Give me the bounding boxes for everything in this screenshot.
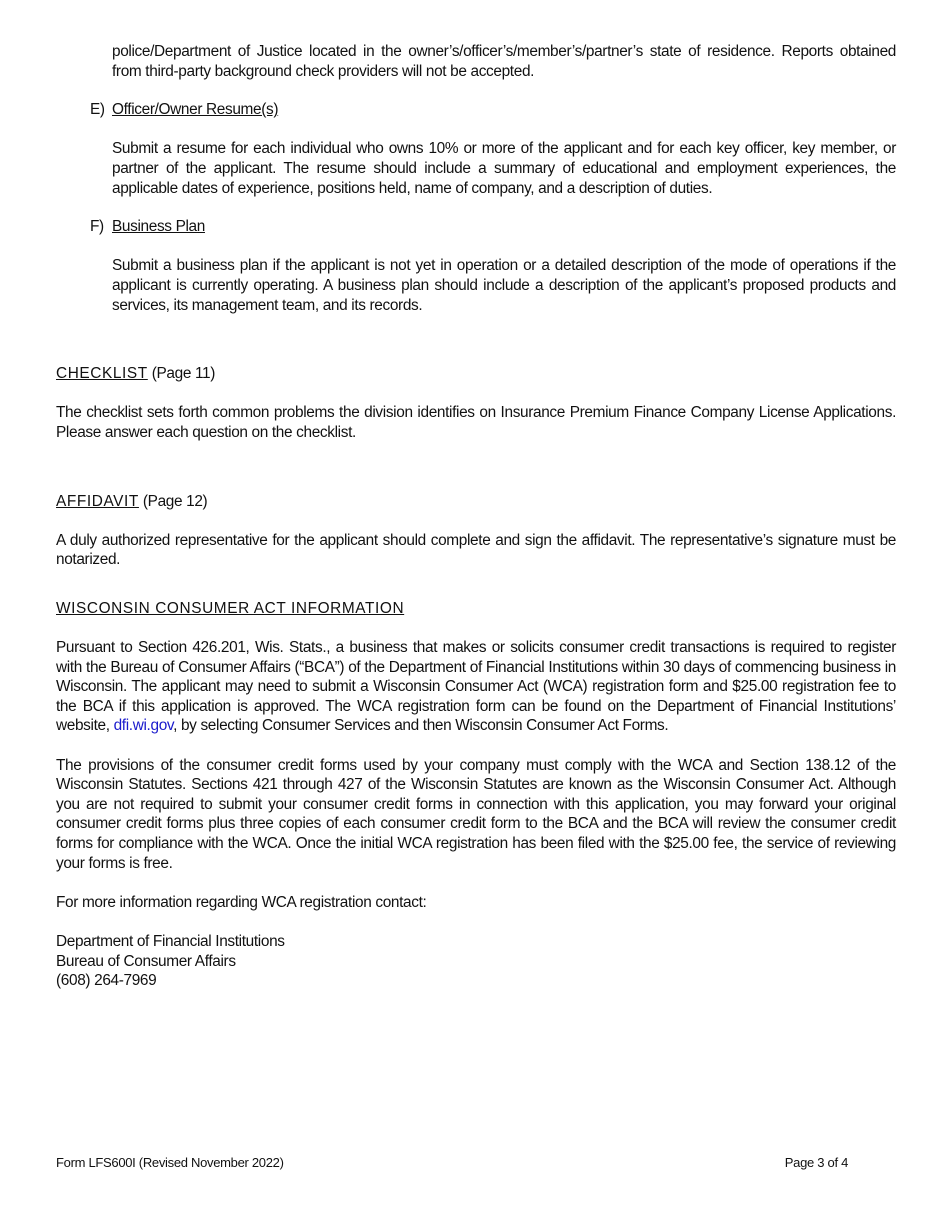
section-e-body: Submit a resume for each individual who owns 10% or more of the applicant and for each key officer, key member, or partner of the applicant. The resume should include a summary of educational and employment experiences, the applicable dates of experience, positions held, name of company, and a description of duties.: [112, 140, 896, 197]
section-e-letter: E): [90, 101, 105, 119]
contact-line-phone: (608) 264-7969: [56, 972, 157, 990]
dfi-website-link[interactable]: dfi.wi.gov: [113, 717, 174, 735]
section-e-title: Officer/Owner Resume(s): [112, 101, 279, 119]
wca-paragraph-1-tail: , by selecting Consumer Services and then Wisconsin Consumer Act Forms.: [173, 717, 669, 735]
footer-page-number: Page 3 of 4: [784, 1155, 848, 1170]
section-f-title-row: [56, 217, 896, 237]
wca-paragraph-1-text: Pursuant to Section 426.201, Wis. Stats., a business that makes or solicits consumer credit transactions is required to register with the Bureau of Consumer Affairs (“BCA”) of the Department of Financial Institutions within 30 days of commencing business in Wisconsin. The applicant may need to submit a Wisconsin Consumer Act (WCA) registration form and $25.00 registration fee to the BCA if this application is approved. The WCA registration form can be found on the Department of Financial Institutions’ website,: [56, 639, 896, 735]
checklist-heading: CHECKLIST: [56, 365, 148, 383]
affidavit-page-ref: (Page 12): [142, 492, 208, 510]
intro-paragraph: police/Department of Justice located in the owner’s/officer’s/member’s/partner’s state of residence. Reports obtained from third-party background check providers will not be accepted.: [112, 43, 896, 80]
wca-contact-intro: For more information regarding WCA registration contact:: [56, 893, 427, 911]
section-f-body: Submit a business plan if the applicant is not yet in operation or a detailed description of the mode of operations if the applicant is currently operating. A business plan should include a description of the applicant’s proposed products and services, its management team, and its records.: [112, 257, 896, 314]
section-f-letter: F): [90, 218, 104, 236]
contact-line-department: Department of Financial Institutions: [56, 932, 285, 950]
wca-heading: WISCONSIN CONSUMER ACT INFORMATION: [56, 599, 405, 617]
checklist-heading-row: [56, 364, 896, 384]
checklist-page-ref: (Page 11): [151, 365, 216, 383]
wca-paragraph-1: [56, 638, 896, 736]
footer-form-id: Form LFS600I (Revised November 2022): [56, 1155, 284, 1170]
wca-contact-block: [56, 932, 896, 991]
wca-heading-row: [56, 599, 896, 619]
wca-paragraph-2: The provisions of the consumer credit forms used by your company must comply with the WCA and Section 138.12 of the Wisconsin Statutes. Sections 421 through 427 of the Wisconsin Statutes are known as the Wisconsin Consumer Act. Although you are not required to submit your consumer credit forms in connection with this application, you may forward your original consumer credit forms plus three copies of each consumer credit form to the BCA and the BCA will review the consumer credit forms for compliance with the WCA. Once the initial WCA registration has been filed with the $25.00 fee, the service of reviewing your forms is free.: [56, 756, 896, 872]
contact-line-bureau: Bureau of Consumer Affairs: [56, 952, 236, 970]
affidavit-heading: AFFIDAVIT: [56, 492, 139, 510]
page-footer: [56, 1155, 848, 1170]
document-page: [56, 42, 896, 991]
section-e-title-row: [56, 100, 896, 120]
affidavit-heading-row: [56, 492, 896, 512]
affidavit-body: A duly authorized representative for the applicant should complete and sign the affidavit. The representative’s signature must be notarized.: [56, 531, 896, 569]
checklist-body: The checklist sets forth common problems the division identifies on Insurance Premium Finance Company License Applications. Please answer each question on the checklist.: [56, 404, 896, 441]
section-f-title: Business Plan: [112, 218, 205, 236]
